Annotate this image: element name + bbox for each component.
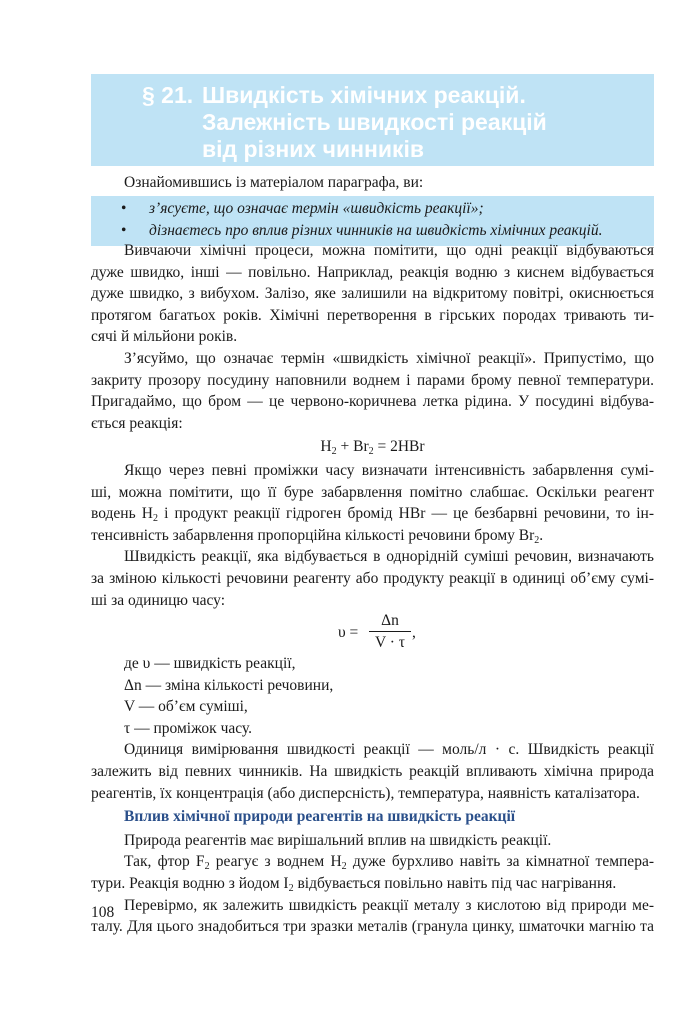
paragraph-1: Вивчаючи хімічні процеси, можна помітити, що одні реакції відбуваються дуже швидко, інші — повільно. Наприклад, реакція водню з киснем відбувається дуже швидко, з вибухом. Залізо, яке залишили на відкритому повітрі, окиснюється протягом багатьох років. Хімічні перетворення в гірських породах тривають ти- сячі й мільйони років. [91,242,654,346]
title-line-1: Швидкість хімічних реакцій. [202,82,526,108]
goal-item: • з’ясуєте, що означає термін «швидкість реакції»; [91,198,654,220]
section-number: § 21. [142,82,194,108]
definition-item: де υ — швидкість реакції, [124,655,296,673]
goal-item: • дізнаєтесь про вплив різних чинників на швидкість хімічних реакцій. [91,220,654,242]
learning-goals [91,198,654,242]
rate-formula: υ = $\frac{\Delta n}{V \cdot \tau}$ , [91,611,654,653]
paragraph-5: Одиниця вимірювання швидкості реакції — моль/л · с. Швидкість реакції залежить від певних чинників. На швидкість реакцій впливають хімічна природа реагентів, їх концентрація (або дисперсність), температура, наявність каталізатора. [91,741,654,802]
formula-fraction [369,611,411,654]
paragraph-6: Природа реагентів має вирішальний вплив на швидкість реакції. [124,831,552,849]
formula-numerator: Δn [369,611,411,632]
paragraph-3: Якщо через певні проміжки часу визначати інтенсивність забарвлення сумі- ші, можна помітити, що її буре забарвлення помітно слабшає. Оскільки реагент водень $H_2$ і продукт реакції гідроген бромід HBr — це безбарвні речовини, то ін- тенсивність забарвлення пропорційна кількості речовини брому $Br_2$. [91,461,655,546]
intro-text: Ознайомившись із матеріалом параграфа, ви: [124,174,424,191]
formula-denominator: V · τ [374,634,406,652]
definition-item: Δn — зміна кількості речовини, [124,676,334,694]
page-number: 108 [91,904,115,921]
title-line-3: від різних чинників [202,136,425,162]
paragraph-8: Перевірмо, як залежить швидкість реакції металу з кислотою від природи ме- талу. Для цього знадобиться три зразки металів (гранула цинку, шматочки магнію та [91,896,654,936]
body-text [91,240,654,938]
bullet-icon: • [121,200,127,217]
paragraph-2: З’ясуймо, що означає термін «швидкість хімічної реакції». Припустімо, що закриту прозору посудину наповнили воднем і парами брому певної температури. Пригадаймо, що бром — це червоно-коричнева летка рідина. У посудині відбува- ється реакція: [91,349,654,432]
paragraph-4: Швидкість реакції, яка відбувається в однорідній суміші речовин, визначають за зміною кількості речовини реагенту або продукту реакції в одиниці об’єму сумі- ші за одиницю часу: [91,548,654,609]
paragraph-7: Так, фтор $F_2$ реагує з воднем $H_2$ дуже бурхливо навіть за кімнатної темпера- тури. Реакція водню з йодом $I_2$ відбувається повільно навіть під час нагрівання. [91,853,654,895]
reaction-equation: $H_2 + Br_2 = 2HBr$ [320,438,425,458]
title-line-2: Залежність швидкості реакцій [202,109,547,135]
formula-left: υ = [338,624,359,642]
definition-item: V — об’єм суміші, [124,698,248,716]
section-title [142,82,642,163]
definition-item: τ — проміжок часу. [124,719,252,737]
subheading: Вплив хімічної природи реагентів на швидкість реакції [124,808,516,826]
bullet-icon: • [121,222,127,239]
